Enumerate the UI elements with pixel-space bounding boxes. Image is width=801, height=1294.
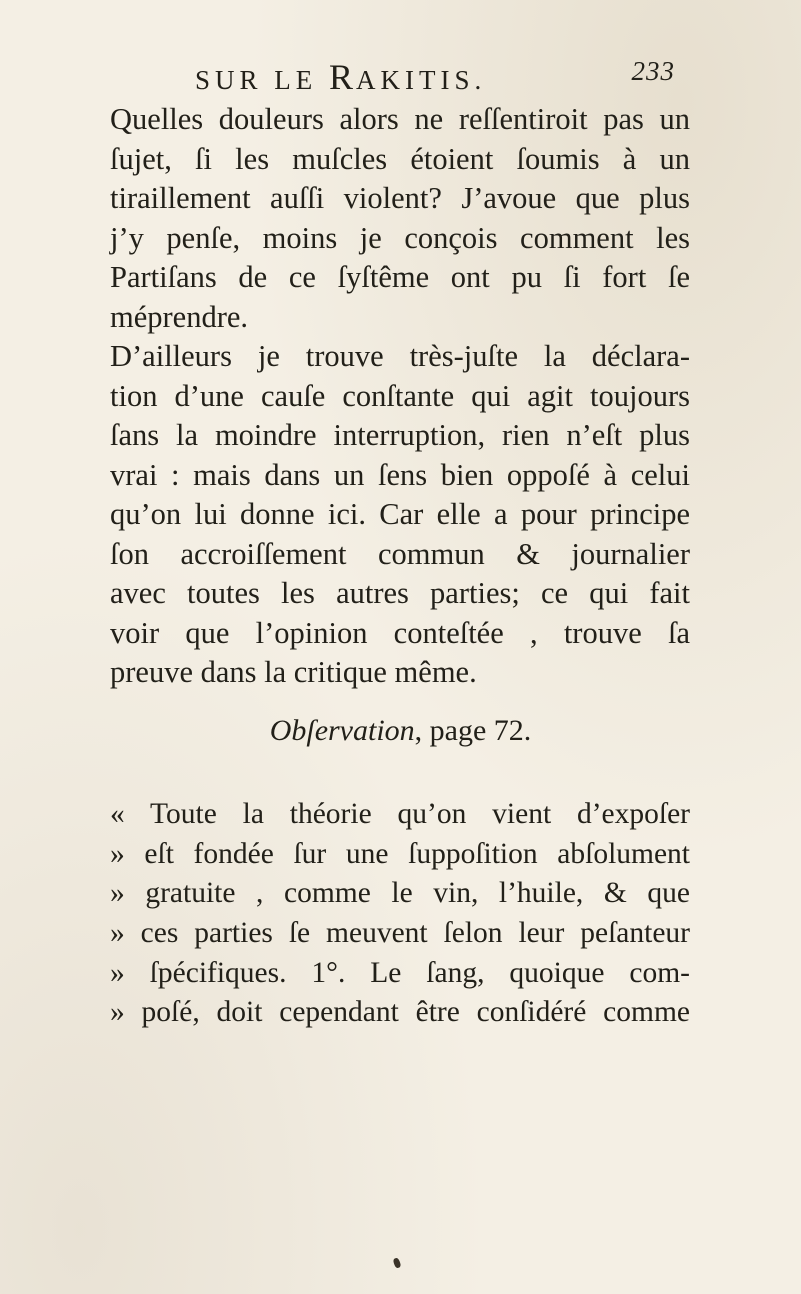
- running-head-rest: AKITIS.: [356, 65, 487, 95]
- body-line: qu’on lui donne ici. Car elle a pour principe: [110, 497, 690, 531]
- section-title: [0, 714, 801, 748]
- body-line: D’ailleurs je trouve très-juſte la déclara-: [110, 339, 690, 373]
- body-line: avec toutes les autres parties; ce qui fait: [110, 576, 690, 610]
- body-line: ſujet, ſi les muſcles étoient ſoumis à un: [110, 141, 690, 176]
- body-line: Quelles douleurs alors ne reſſentiroit pas un: [110, 102, 690, 136]
- section-title-italic: Obſervation: [269, 714, 415, 747]
- page-number: 233: [631, 56, 675, 86]
- quoted-text: [110, 795, 690, 1033]
- section-title-rest: , page 72.: [414, 714, 532, 747]
- body-line: j’y penſe, moins je conçois comment les: [110, 220, 690, 255]
- quote-line: » ſpécifiques. 1°. Le ſang, quoique com-: [110, 956, 690, 989]
- running-head-initial: R: [329, 57, 357, 97]
- page-header: [195, 56, 675, 96]
- body-line: méprendre.: [110, 299, 249, 334]
- body-line: ſans la moindre interruption, rien n’eſt plus: [110, 418, 690, 452]
- body-line: voir que l’opinion conteſtée , trouve ſa: [110, 615, 690, 650]
- body-line: vrai : mais dans un ſens bien oppoſé à celui: [110, 457, 690, 492]
- ink-mark-ornament: [392, 1257, 401, 1268]
- body-line: preuve dans la critique même.: [110, 655, 477, 689]
- body-text: [110, 100, 690, 693]
- quote-line: » eſt fondée ſur une ſuppoſition abſolument: [110, 837, 690, 870]
- quote-line: « Toute la théorie qu’on vient d’expoſer: [110, 798, 690, 830]
- body-line: tion d’une cauſe conſtante qui agit toujours: [110, 378, 690, 413]
- quote-line: » ces parties ſe meuvent ſelon leur peſanteur: [110, 917, 690, 950]
- body-line: tiraillement auſſi violent? J’avoue que plus: [110, 181, 690, 215]
- body-line: Partiſans de ce ſyſtême ont pu ſi fort ſe: [110, 260, 690, 294]
- running-head: [195, 56, 486, 98]
- running-head-prefix: SUR LE: [195, 65, 330, 95]
- quote-line: » poſé, doit cependant être conſidéré comme: [110, 996, 690, 1029]
- body-line: ſon accroiſſement commun & journalier: [110, 536, 690, 571]
- quote-line: » gratuite , comme le vin, l’huile, & que: [110, 877, 690, 910]
